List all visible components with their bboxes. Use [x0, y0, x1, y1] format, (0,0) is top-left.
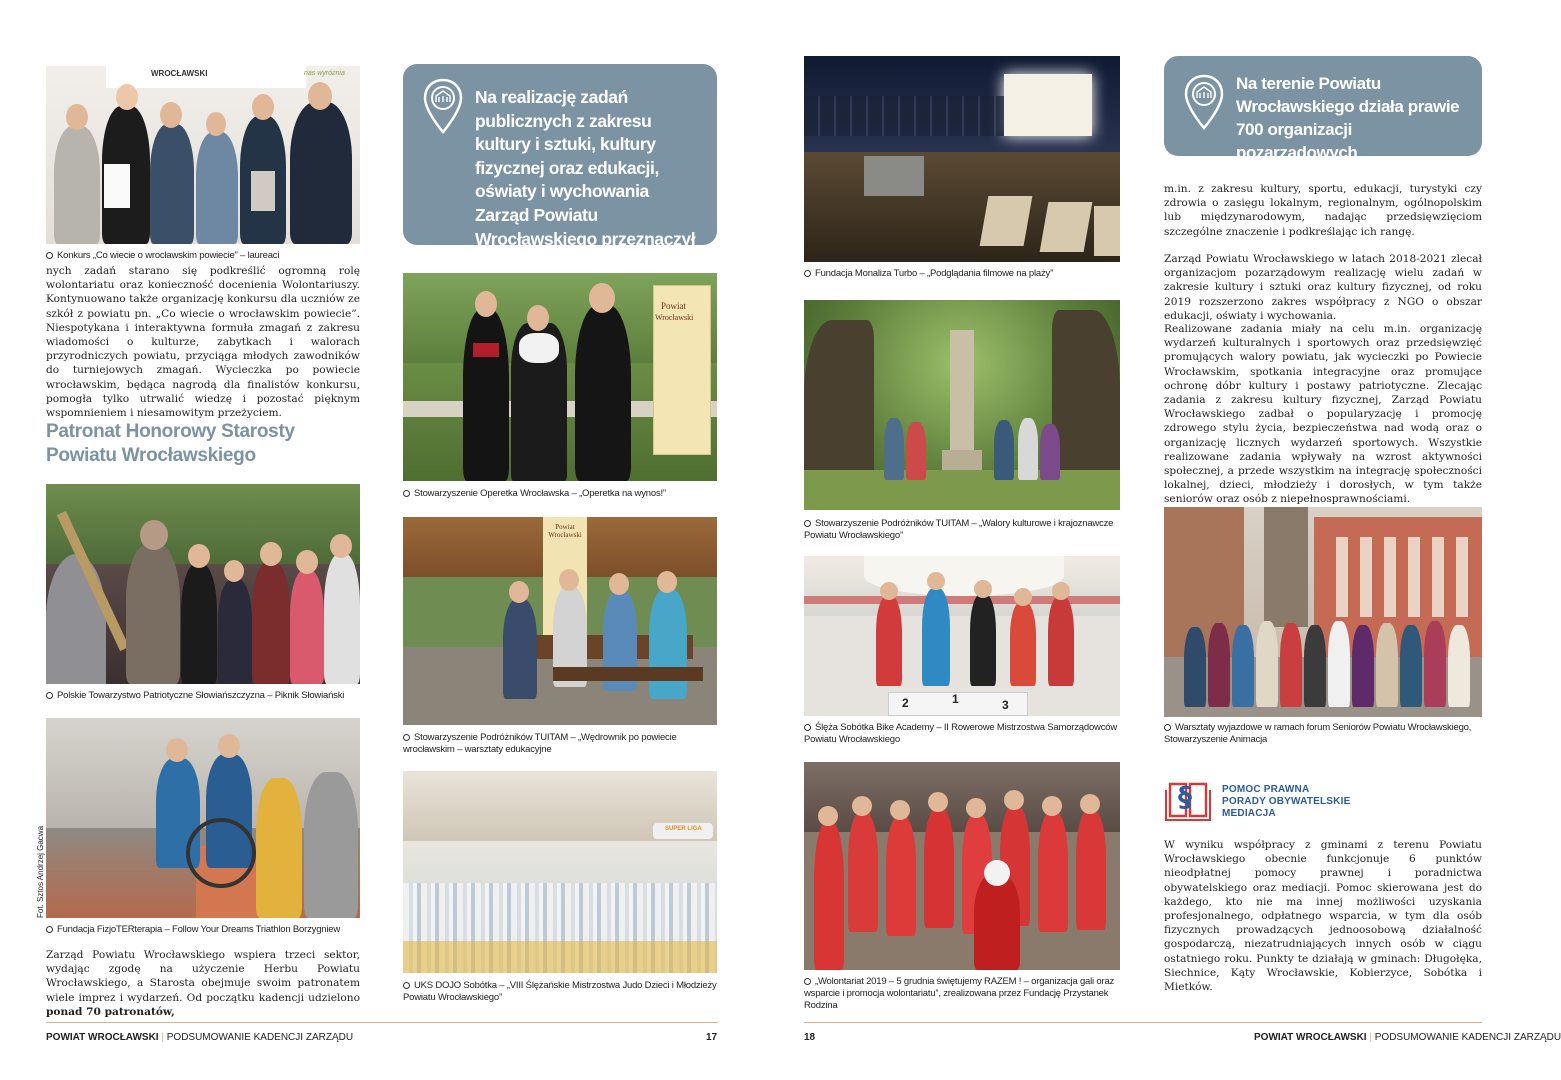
photo-bike-podium	[804, 556, 1120, 716]
camera-icon	[403, 982, 410, 989]
photo-slavic-picnic	[46, 484, 360, 684]
photo-seniors-trip	[1164, 507, 1482, 717]
camera-icon	[46, 692, 53, 699]
body-text-legal-aid: W wyniku współpracy z gminami z terenu Powiatu Wrocławskiego obecnie funkcjonuje 6 punktów nieodpłatnej pomocy prawnej i poradnictwa obywatelskiego oraz mediacji. Pomoc skierowana jest do każdego, kto nie ma innej możliwości uzyskania profesjonalnego, odpłatnego wsparcia, w tym dla osób fizycznych prowadzących jednoosobową działalność gospodarczą, niezatrudniających innych osób w ciągu ostatniego roku. Punkty te działają w gminach: Długołęka, Siechnice, Kąty Wrocławskie, Kobierzyce, Sobótka i Mietków.	[1164, 839, 1482, 994]
caption-contest-laureates: Konkurs „Co wiecie o wrocławskim powiecie” – laureaci	[46, 250, 366, 262]
caption-bike-podium: Ślęża Sobótka Bike Academy – II Rowerowe Mistrzostwa Samorządowców Powiatu Wrocławskiego	[804, 722, 1118, 745]
photo-contest-laureates	[46, 66, 360, 244]
caption-cultural-walk: Stowarzyszenie Podróżników TUITAM – „Walory kulturowe i krajoznawcze Powiatu Wrocławskiego”	[804, 518, 1114, 541]
photo-cultural-walk	[804, 300, 1120, 510]
photo-judo-championship	[403, 771, 717, 973]
camera-icon	[804, 520, 811, 527]
podium-number-3: 3	[1002, 698, 1009, 712]
body-text-organizations: m.in. z zakresu kultury, sportu, edukacji, turystyki czy zdrowia o zasięgu lokalnym, regionalnym, ogólnopolskim lub międzynarodowym, nadając przedsięwzięciom szczególne znaczenie i podkreślając ich rangę.	[1164, 183, 1482, 238]
podium-number-2: 2	[902, 696, 909, 710]
caption-operetta: Stowarzyszenie Operetka Wrocławska – „Operetka na wynos!”	[403, 488, 723, 500]
caption-slavic-picnic: Polskie Towarzystwo Patriotyczne Słowiańszczyzna – Piknik Słowiański	[46, 690, 366, 702]
caption-volunteering-gala: „Wolontariat 2019 – 5 grudnia świętujemy RAZEM ! – organizacja gali oraz wsparcie i promocja wolontariatu”, zrealizowana przez Fundację Przystanek Rodzina	[804, 976, 1115, 1011]
camera-icon	[403, 734, 410, 741]
caption-beach-cinema: Fundacja Monaliza Turbo – „Podglądania filmowe na plaży”	[804, 268, 1124, 280]
body-text-commissioned-tasks: Zarząd Powiatu Wrocławskiego w latach 2018-2021 zlecał organizacjom pozarządowym realizację wielu zadań w zakresie kultury i sztuki oraz kultury fizycznej, od roku 2019 rozszerzono zakres współpracy z NGO o obszar edukacji, oświaty i wychowania.	[1164, 253, 1482, 322]
photo-sign-text-a: Powiat	[661, 301, 687, 311]
banner-text: WROCŁAWSKI	[151, 69, 208, 78]
camera-icon	[1164, 724, 1171, 731]
location-pin-icon	[423, 78, 463, 134]
footer-title: POWIAT WROCŁAWSKI | PODSUMOWANIE KADENCJI ZARZĄDU	[46, 1032, 354, 1043]
camera-icon	[804, 978, 811, 985]
location-pin-icon	[1184, 74, 1224, 130]
legal-aid-logo	[1164, 776, 1384, 824]
camera-icon	[46, 926, 53, 933]
callout-organizations	[1164, 56, 1482, 162]
photo-sign-text: Powiat Wrocławski	[548, 523, 582, 539]
photo-beach-cinema	[804, 56, 1120, 262]
photo-credit: Fot. Sztos Andrzej Gacwa	[36, 825, 45, 918]
camera-icon	[403, 490, 410, 497]
body-text-patronage: Zarząd Powiatu Wrocławskiego wspiera trzeci sektor, wydając zgodę na użyczenie Herbu Powiatu Wrocławskiego, a Starosta obejmuje swoim patronatem wiele imprez i wydarzeń. Od początku kadencji udzielono ponad 70 patronatów,	[46, 949, 360, 1018]
caption-triathlon: Fundacja FizjoTERterapia – Follow Your Dreams Triathlon Borzygniew	[46, 924, 366, 936]
photo-sign-text-b: Wrocławski	[655, 313, 694, 322]
paragraph-symbol: §	[1178, 780, 1192, 813]
page-number: 17	[706, 1032, 718, 1043]
photo-triathlon	[46, 718, 360, 918]
camera-icon	[46, 252, 53, 259]
caption-educational-workshop: Stowarzyszenie Podróżników TUITAM – „Wędrownik po powiecie wrocławskim – warsztaty edukacyjne	[403, 732, 677, 755]
logo-line-2: PORADY OBYWATELSKIE	[1222, 796, 1351, 807]
photo-banner-text: SUPER LIGA	[665, 826, 702, 832]
photo-operetta	[403, 273, 717, 481]
camera-icon	[804, 270, 811, 277]
podium-number-1: 1	[952, 692, 959, 706]
footer-rule	[804, 1022, 1482, 1023]
section-heading-patronage: Patronat Honorowy Starosty Powiatu Wrocławskiego	[46, 421, 295, 466]
callout-funding-text: Na realizację zadań publicznych z zakresu kultury i sztuki, kultury fizycznej oraz edukacji, oświaty i wychowania Zarząd Powiatu Wrocławskiego przeznaczył ponad 600 tys. zł	[475, 87, 696, 273]
footer-rule	[46, 1022, 718, 1023]
body-text-volunteering: nych zadań starano się podkreślić ogromną rolę wolontariatu oraz konieczność docenienia Wolontariuszy. Kontynuowano także organizację konkursu dla uczniów ze szkół z powiatu pn. „Co wiecie o wrocławskim powiecie”. Niespotykana i interaktywna formuła zmagań z zakresu wiadomości o kulturze, zabytkach i walorach przyrodniczych powiatu, przyciąga młodych zawodników do turniejowych zmagań. Wycieczka po powiecie wrocławskim, będąca nagrodą dla finalistów konkursu, pomogła tylko utrwalić wiedzę i pozostać pięknym wspomnieniem i niesamowitym przeżyciem.	[46, 265, 360, 420]
page-number: 18	[804, 1032, 816, 1043]
body-text-objectives: Realizowane zadania miały na celu m.in. organizację wydarzeń kulturalnych i sportowych oraz przedsięwzięć promujących walory powiatu, jak wycieczki po Powiecie Wrocławskim, spotkania integracyjne oraz promujące ochronę dóbr kultury i postawy patriotyczne. Zlecając zadania z zakresu kultury fizycznej, Zarząd Powiatu Wrocławskiego zadbał o popularyzację i promocję zdrowego stylu życia, bezpieczeństwa nad wodą oraz o organizację licznych wydarzeń sportowych. Wszystkie realizowane zadania wpływały na wzrost aktywności społecznej, a przede wszystkim na integrację społeczności lokalnej, dzieci, młodzieży i dorosłych, w tym także seniorów oraz osób z niepełnosprawnościami.	[1164, 323, 1482, 506]
photo-volunteering-gala	[804, 762, 1120, 970]
footer-title: POWIAT WROCŁAWSKI | PODSUMOWANIE KADENCJI ZARZĄDU	[1254, 1032, 1561, 1043]
photo-educational-workshop	[403, 517, 717, 725]
callout-funding	[403, 64, 717, 273]
camera-icon	[804, 724, 811, 731]
logo-line-3: MEDIACJA	[1222, 808, 1276, 819]
banner-text-right: nas wyróżnia	[304, 70, 345, 77]
logo-line-1: POMOC PRAWNA	[1222, 784, 1310, 795]
callout-organizations-text: Na terenie Powiatu Wrocławskiego działa prawie 700 organizacji pozarządowych	[1236, 74, 1460, 162]
caption-judo-championship: UKS DOJO Sobótka – „VIII Ślężańskie Mistrzostwa Judo Dzieci i Młodzieży Powiatu Wrocławskiego”	[403, 980, 717, 1003]
caption-seniors-trip: Warsztaty wyjazdowe w ramach forum Seniorów Powiatu Wrocławskiego, Stowarzyszenie Animacja	[1164, 722, 1472, 745]
